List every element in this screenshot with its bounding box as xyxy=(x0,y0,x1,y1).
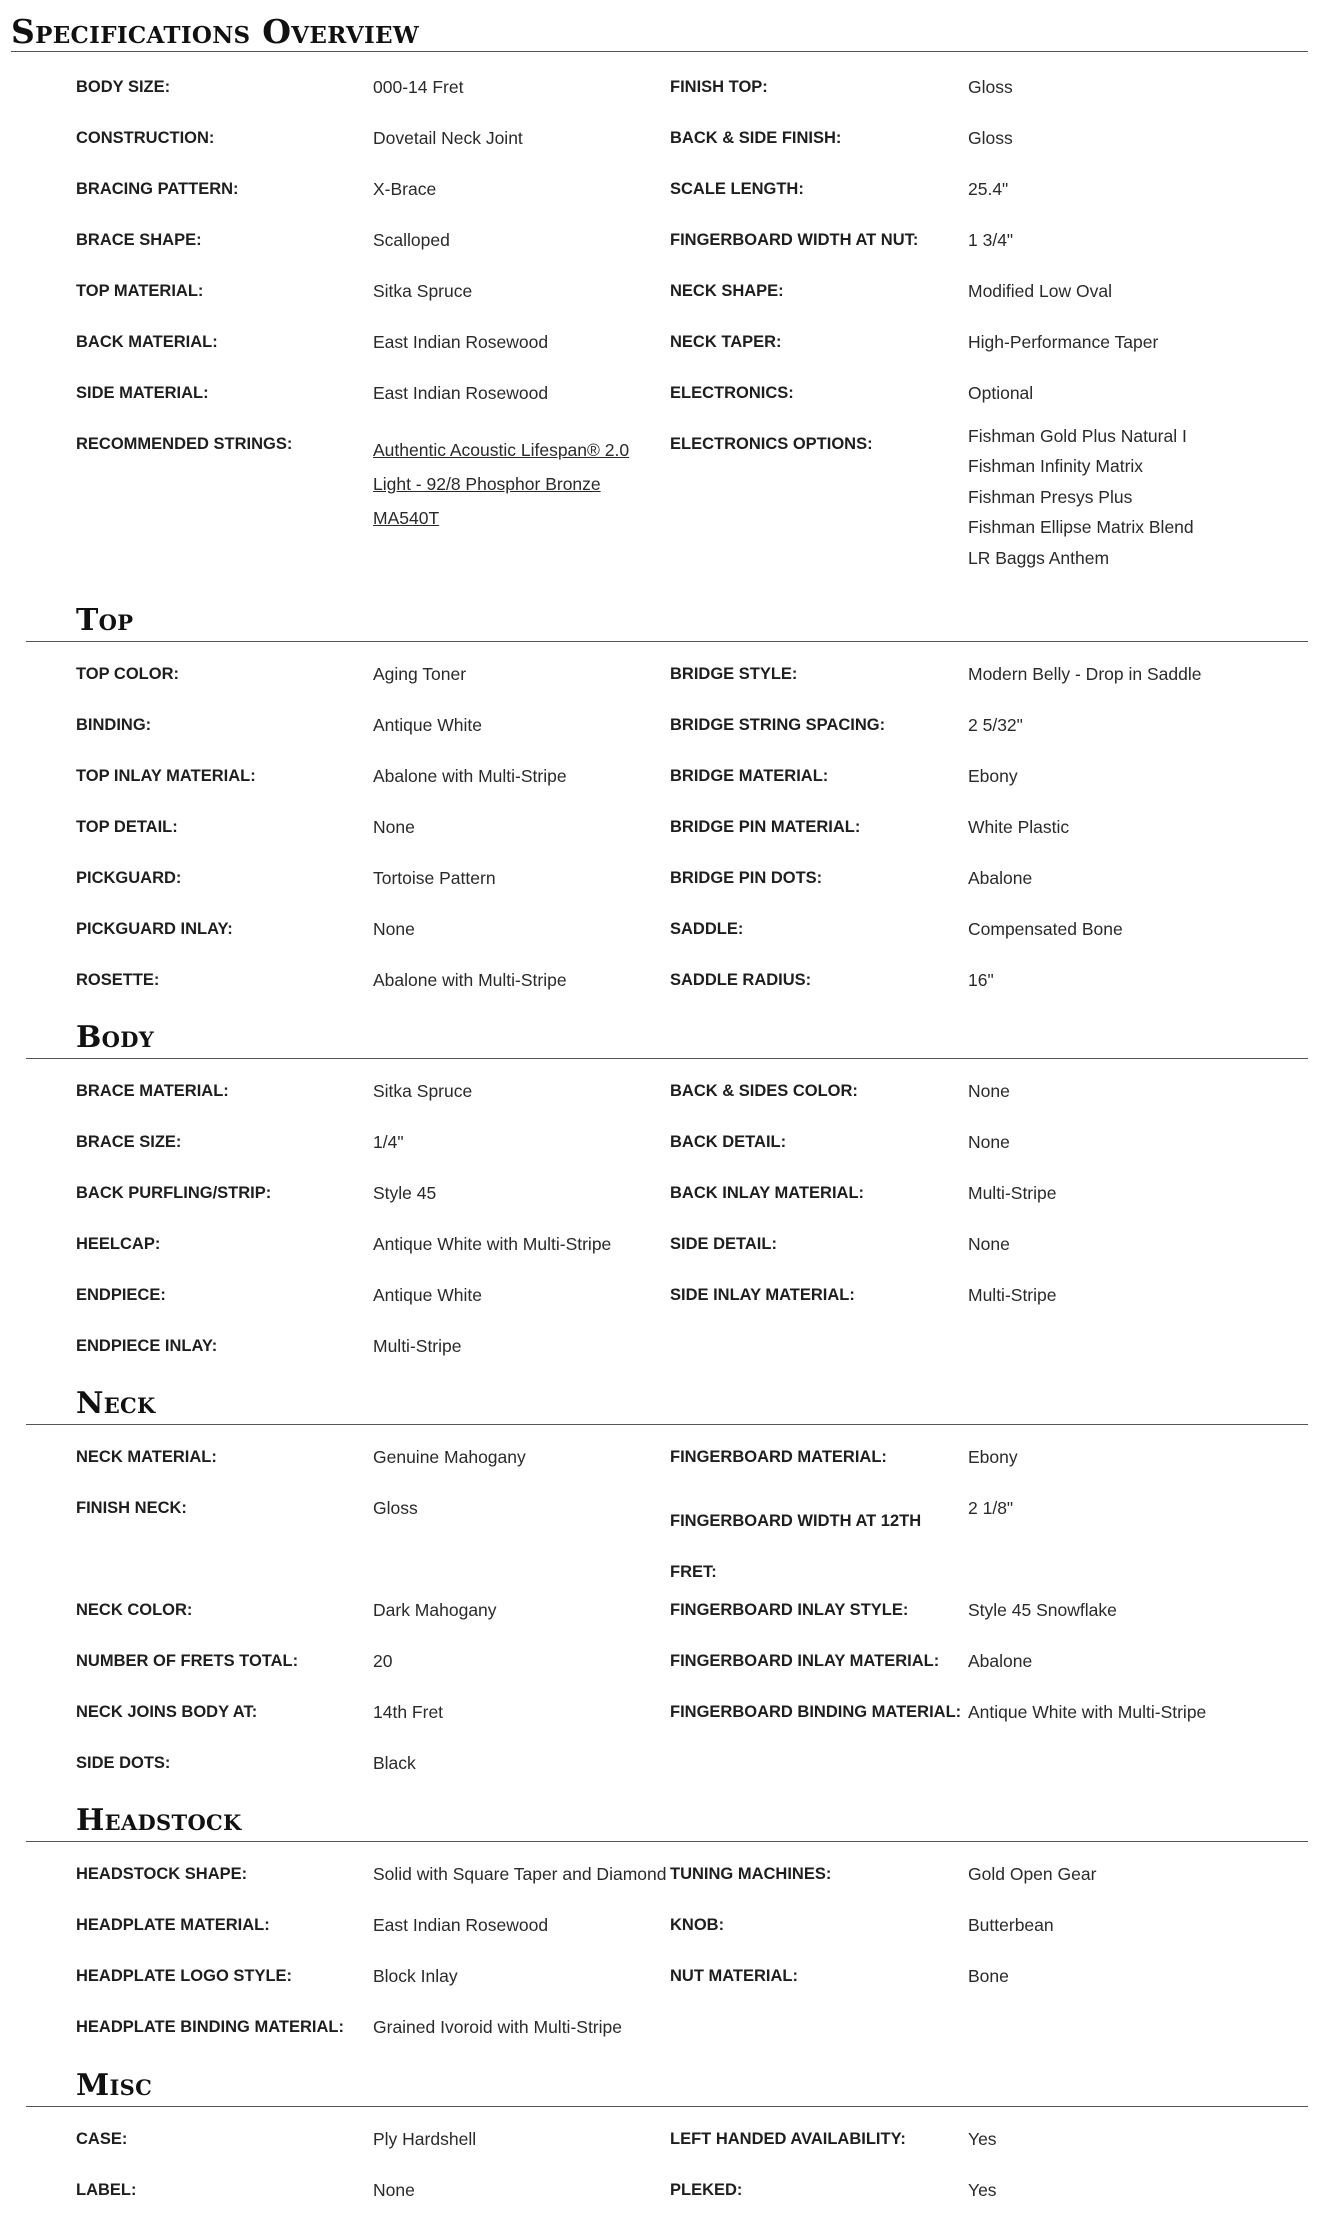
spec-value: Dovetail Neck Joint xyxy=(373,128,523,148)
spec-label: NECK MATERIAL: xyxy=(76,1448,217,1466)
spec-label: BACK INLAY MATERIAL: xyxy=(670,1184,865,1202)
spec-label: HEELCAP: xyxy=(76,1235,161,1253)
spec-value: 1 3/4" xyxy=(968,230,1014,250)
spec-row xyxy=(0,126,1323,156)
section-divider xyxy=(26,1841,1308,1842)
recommended-strings-link[interactable]: Light - 92/8 Phosphor Bronze xyxy=(373,474,601,494)
spec-label: FINGERBOARD WIDTH AT 12TH FRET: xyxy=(670,1512,922,1581)
spec-row xyxy=(0,1598,1323,1628)
spec-value: Aging Toner xyxy=(373,664,467,684)
spec-label: FINGERBOARD INLAY MATERIAL: xyxy=(670,1652,940,1670)
spec-row xyxy=(0,1232,1323,1262)
spec-label: SIDE DOTS: xyxy=(76,1754,171,1772)
spec-row xyxy=(0,1496,1323,1581)
spec-row xyxy=(0,1181,1323,1211)
section-divider xyxy=(26,1058,1308,1059)
spec-value: Antique White with Multi-Stripe xyxy=(968,1702,1207,1722)
spec-row xyxy=(0,1079,1323,1109)
spec-row xyxy=(0,662,1323,692)
spec-row xyxy=(0,917,1323,947)
spec-label: BRACING PATTERN: xyxy=(76,180,239,198)
spec-value: 14th Fret xyxy=(373,1702,444,1722)
spec-label: BACK & SIDE FINISH: xyxy=(670,129,842,147)
spec-value: Genuine Mahogany xyxy=(373,1447,526,1467)
spec-value: High-Performance Taper xyxy=(968,332,1159,352)
spec-label: BRACE SHAPE: xyxy=(76,231,202,249)
electronics-option: Fishman Gold Plus Natural I xyxy=(968,426,1187,446)
spec-label: FINGERBOARD MATERIAL: xyxy=(670,1448,887,1466)
spec-label: NECK JOINS BODY AT: xyxy=(76,1703,258,1721)
spec-value: Ebony xyxy=(968,1447,1018,1467)
spec-value: Gloss xyxy=(968,128,1013,148)
spec-value: Dark Mahogany xyxy=(373,1600,497,1620)
spec-label: BODY SIZE: xyxy=(76,78,171,96)
spec-row xyxy=(0,1334,1323,1364)
section-divider xyxy=(26,1424,1308,1425)
spec-value: East Indian Rosewood xyxy=(373,332,549,352)
spec-value: Tortoise Pattern xyxy=(373,868,496,888)
spec-value: Solid with Square Taper and Diamond xyxy=(373,1864,667,1884)
spec-value: Black xyxy=(373,1753,416,1773)
spec-label: HEADPLATE MATERIAL: xyxy=(76,1916,270,1934)
spec-value: Multi-Stripe xyxy=(968,1285,1057,1305)
spec-label: CONSTRUCTION: xyxy=(76,129,215,147)
spec-row xyxy=(0,2178,1323,2208)
spec-label: SADDLE: xyxy=(670,920,744,938)
recommended-strings-link[interactable]: Authentic Acoustic Lifespan® 2.0 xyxy=(373,440,630,460)
spec-value: Gold Open Gear xyxy=(968,1864,1097,1884)
spec-value: 20 xyxy=(373,1651,393,1671)
spec-value: None xyxy=(373,817,415,837)
spec-value: None xyxy=(968,1081,1010,1101)
spec-label: ENDPIECE: xyxy=(76,1286,166,1304)
spec-label: TOP DETAIL: xyxy=(76,818,178,836)
spec-value: Butterbean xyxy=(968,1915,1054,1935)
electronics-option: Fishman Presys Plus xyxy=(968,487,1133,507)
spec-label: NECK COLOR: xyxy=(76,1601,193,1619)
spec-label: SADDLE RADIUS: xyxy=(670,971,812,989)
spec-value: Gloss xyxy=(373,1498,418,1518)
spec-value: Ebony xyxy=(968,766,1018,786)
spec-row xyxy=(0,1445,1323,1475)
spec-value: 2 5/32" xyxy=(968,715,1023,735)
recommended-strings-link[interactable]: MA540T xyxy=(373,508,440,528)
spec-value: Grained Ivoroid with Multi-Stripe xyxy=(373,2017,622,2037)
spec-value: 1/4" xyxy=(373,1132,404,1152)
spec-value: Ply Hardshell xyxy=(373,2129,477,2149)
spec-label: BACK PURFLING/STRIP: xyxy=(76,1184,272,1202)
spec-row xyxy=(0,713,1323,743)
spec-row xyxy=(0,1913,1323,1943)
spec-label: LABEL: xyxy=(76,2181,137,2199)
spec-label: ROSETTE: xyxy=(76,971,160,989)
spec-label: PICKGUARD: xyxy=(76,869,182,887)
spec-value: East Indian Rosewood xyxy=(373,383,549,403)
spec-row xyxy=(0,1283,1323,1313)
spec-label: SIDE DETAIL: xyxy=(670,1235,777,1253)
spec-value: 25.4" xyxy=(968,179,1009,199)
title-divider xyxy=(11,51,1308,52)
spec-row xyxy=(0,177,1323,207)
spec-value: 000-14 Fret xyxy=(373,77,464,97)
spec-row xyxy=(0,866,1323,896)
electronics-option: LR Baggs Anthem xyxy=(968,548,1110,568)
spec-value: 16" xyxy=(968,970,994,990)
spec-value: Yes xyxy=(968,2129,997,2149)
spec-label: PLEKED: xyxy=(670,2181,743,2199)
spec-value: X-Brace xyxy=(373,179,437,199)
spec-label: FINGERBOARD INLAY STYLE: xyxy=(670,1601,909,1619)
spec-row xyxy=(0,1964,1323,1994)
spec-label: BRIDGE PIN DOTS: xyxy=(670,869,823,887)
spec-row xyxy=(0,330,1323,360)
spec-label: RECOMMENDED STRINGS: xyxy=(76,435,293,453)
spec-value: Gloss xyxy=(968,77,1013,97)
spec-label: FINGERBOARD BINDING MATERIAL: xyxy=(670,1703,962,1721)
spec-label: ENDPIECE INLAY: xyxy=(76,1337,218,1355)
section-divider xyxy=(26,2106,1308,2107)
spec-value: None xyxy=(968,1132,1010,1152)
spec-value: Multi-Stripe xyxy=(968,1183,1057,1203)
section-title: Neck xyxy=(76,1386,156,1421)
spec-row xyxy=(0,1862,1323,1892)
spec-label: BACK MATERIAL: xyxy=(76,333,218,351)
spec-label: BRIDGE PIN MATERIAL: xyxy=(670,818,861,836)
spec-value: Block Inlay xyxy=(373,1966,458,1986)
spec-label: CASE: xyxy=(76,2130,128,2148)
electronics-option: Fishman Infinity Matrix xyxy=(968,456,1144,476)
section-title: Top xyxy=(76,603,134,638)
spec-row xyxy=(0,2015,1323,2045)
spec-value: Abalone with Multi-Stripe xyxy=(373,766,567,786)
spec-value: Modern Belly - Drop in Saddle xyxy=(968,664,1202,684)
spec-value: Multi-Stripe xyxy=(373,1336,462,1356)
spec-value: Abalone xyxy=(968,1651,1033,1671)
spec-value: Optional xyxy=(968,383,1034,403)
spec-label: HEADPLATE LOGO STYLE: xyxy=(76,1967,293,1985)
spec-label: PICKGUARD INLAY: xyxy=(76,920,233,938)
spec-value: 2 1/8" xyxy=(968,1498,1014,1518)
spec-label: NECK SHAPE: xyxy=(670,282,784,300)
section-divider xyxy=(26,641,1308,642)
spec-row xyxy=(0,228,1323,258)
spec-row xyxy=(0,2127,1323,2157)
spec-label: BINDING: xyxy=(76,716,152,734)
spec-value: Yes xyxy=(968,2180,997,2200)
spec-value: None xyxy=(968,1234,1010,1254)
spec-label: HEADPLATE BINDING MATERIAL: xyxy=(76,2018,344,2036)
spec-label: BACK DETAIL: xyxy=(670,1133,787,1151)
spec-value: White Plastic xyxy=(968,817,1070,837)
spec-row xyxy=(0,968,1323,998)
spec-value: Abalone with Multi-Stripe xyxy=(373,970,567,990)
spec-value: Antique White with Multi-Stripe xyxy=(373,1234,612,1254)
spec-label: ELECTRONICS OPTIONS: xyxy=(670,435,873,453)
spec-row xyxy=(0,815,1323,845)
spec-label: LEFT HANDED AVAILABILITY: xyxy=(670,2130,906,2148)
spec-value: Compensated Bone xyxy=(968,919,1123,939)
spec-label: BRIDGE STYLE: xyxy=(670,665,798,683)
spec-value: Scalloped xyxy=(373,230,450,250)
spec-row xyxy=(0,764,1323,794)
spec-row xyxy=(0,75,1323,105)
spec-label: BRIDGE MATERIAL: xyxy=(670,767,829,785)
spec-row xyxy=(0,1751,1323,1781)
spec-label: TUNING MACHINES: xyxy=(670,1865,832,1883)
spec-value: Antique White xyxy=(373,1285,482,1305)
spec-value: Style 45 Snowflake xyxy=(968,1600,1117,1620)
spec-label: FINGERBOARD WIDTH AT NUT: xyxy=(670,231,919,249)
spec-value: None xyxy=(373,919,415,939)
spec-label: FINISH NECK: xyxy=(76,1499,187,1517)
spec-label: BRACE SIZE: xyxy=(76,1133,182,1151)
spec-row xyxy=(0,1700,1323,1730)
spec-value: Bone xyxy=(968,1966,1009,1986)
spec-label: ELECTRONICS: xyxy=(670,384,794,402)
spec-label: NUT MATERIAL: xyxy=(670,1967,799,1985)
section-title: Misc xyxy=(76,2068,153,2103)
spec-label: BACK & SIDES COLOR: xyxy=(670,1082,858,1100)
spec-label: KNOB: xyxy=(670,1916,725,1934)
spec-label: NECK TAPER: xyxy=(670,333,782,351)
spec-row xyxy=(0,1649,1323,1679)
section-title: Headstock xyxy=(76,1803,242,1838)
spec-value: Modified Low Oval xyxy=(968,281,1112,301)
spec-value: Sitka Spruce xyxy=(373,281,473,301)
spec-label: TOP MATERIAL: xyxy=(76,282,204,300)
spec-label: SIDE MATERIAL: xyxy=(76,384,209,402)
page-title: Specifications Overview xyxy=(11,12,420,51)
spec-value: Style 45 xyxy=(373,1183,437,1203)
spec-row xyxy=(0,381,1323,411)
spec-label: TOP COLOR: xyxy=(76,665,179,683)
spec-value: Antique White xyxy=(373,715,482,735)
spec-row xyxy=(0,1130,1323,1160)
spec-label: SCALE LENGTH: xyxy=(670,180,804,198)
spec-value: Abalone xyxy=(968,868,1033,888)
electronics-option: Fishman Ellipse Matrix Blend xyxy=(968,517,1194,537)
spec-label: BRIDGE STRING SPACING: xyxy=(670,716,886,734)
spec-value: Sitka Spruce xyxy=(373,1081,473,1101)
spec-label: SIDE INLAY MATERIAL: xyxy=(670,1286,855,1304)
spec-label: FINISH TOP: xyxy=(670,78,768,96)
spec-label: BRACE MATERIAL: xyxy=(76,1082,229,1100)
spec-value: None xyxy=(373,2180,415,2200)
spec-value: East Indian Rosewood xyxy=(373,1915,549,1935)
section-title: Body xyxy=(76,1020,155,1055)
spec-label: HEADSTOCK SHAPE: xyxy=(76,1865,248,1883)
spec-label: TOP INLAY MATERIAL: xyxy=(76,767,256,785)
spec-row xyxy=(0,279,1323,309)
spec-label: NUMBER OF FRETS TOTAL: xyxy=(76,1652,299,1670)
